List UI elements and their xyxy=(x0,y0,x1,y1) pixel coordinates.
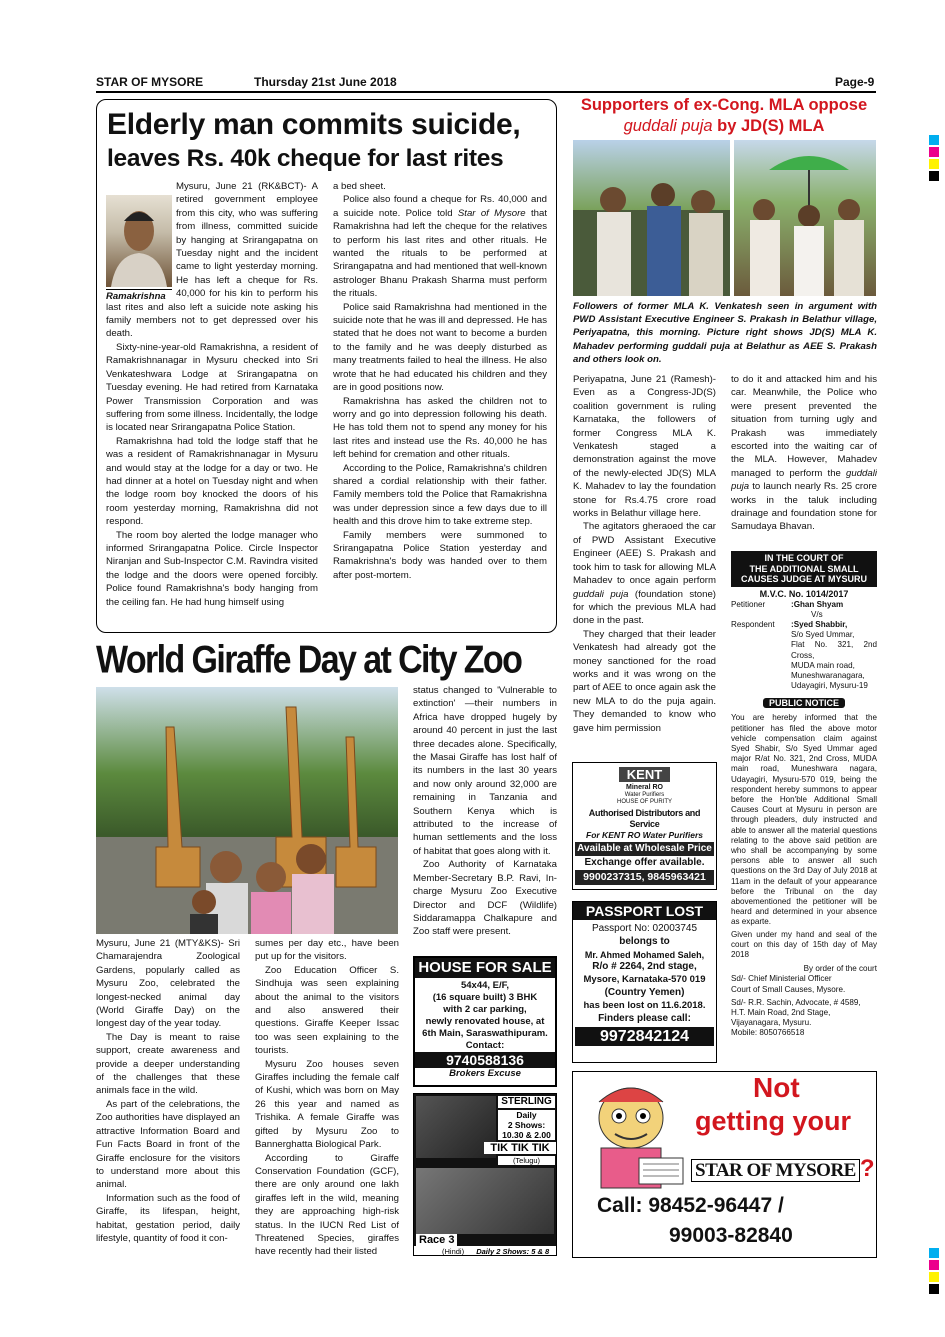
house-contact-label: Contact: xyxy=(465,1040,505,1051)
supporters-para-1: Periyapatna, June 21 (Ramesh)- Even as a Congress-JD(S) coalition government is ruling Karnataka, the followers of former Congress MLA K. Venkatesh staged a demonstration against the move of the newly-elected JD(S) MLA K. Mahadev to lay the foundation stone for Rs.4.75 crore road works in Belathur village here. xyxy=(573,374,716,520)
giraffe-column-1 xyxy=(96,937,240,1287)
giraffe-para-1: Mysuru, June 21 (MTY&KS)- Sri Chamarajendra Zoological Gardens, popularly called as Mysuru Zoo, celebrated the longest-necked animal day (World Giraffe Day) on the longest day of the year today. xyxy=(96,938,240,1030)
suicide-para-6: Police also found a cheque for Rs. 40,000 and a suicide note. Police told Star of Mysore that Ramakrishna had left the cheque for the relatives to perform his last rites and other rituals. He wanted the rituals to be performed at Srirangapatna and had mentioned that well-known astrologer Bhanu Prakash Sharma must perform the rituals. xyxy=(333,194,547,300)
court-title-3: CAUSES JUDGE AT MYSURU xyxy=(740,574,867,584)
movie-poster-2 xyxy=(416,1168,554,1234)
movie-lang-1: (Telugu) xyxy=(498,1156,555,1165)
ramakrishna-caption: Ramakrishna xyxy=(106,289,172,303)
movie-theatre: STERLING xyxy=(498,1096,555,1108)
giraffe-para-9: status changed to 'Vulnerable to extinction' —their numbers in Africa have dropped hugely by around 40 percent in just the last three decades alone. Specifically, the Masai Giraffe has lost half of its numbers in the last 30 years and now only around 32,000 are remaining in Tanzania and Southern Kenya which is attributed to the increase of human settlements and the loss of habitat that goes along with it. xyxy=(413,685,557,857)
kent-sub: Mineral RO xyxy=(626,784,663,791)
passport-title: PASSPORT LOST xyxy=(573,902,716,920)
supporters-photo-left xyxy=(573,140,730,296)
suicide-para-8: Ramakrishna has asked the children not to worry and go into depression following his death. He has told them not to spend any money for his last rites and instead use the Rs. 40,000 he has left behind for cremation and other rituals. xyxy=(333,395,547,461)
passport-phone: 9972842124 xyxy=(575,1027,714,1046)
respondent-line-4: Muneshwaranagara, xyxy=(791,670,865,680)
supporters-para-4: to do it and attacked him and his car. Meanwhile, the Police who were present prevented the situation from turning ugly and Prakash was immediately escorted into the waiting car of the MLA. However, Mahadev managed to perform the guddali puja to launch nearly Rs. 25 crore works in the taluk including drainage and foundation stone for Samudaya Bhavan. xyxy=(731,374,877,533)
respondent-name: :Syed Shabbir, xyxy=(791,619,848,629)
public-notice-body: You are hereby informed that the petitioner has filed the above motor vehicle compensation claim against Syed Shabir, S/o Syed Ummar aged major R/at No. 321, 2nd Cross, MUDA main road, Muneshwara nagara, Udayagiri, Mysuru-570 019, being the respondent hereby summons to appear before the Hon'ble Additional Small Causes Court at Mysuru in person are through pleaders, duly instructed and able to answer all the material questions relating to the above said petition are who shall be accompanying by some persons able to answer all such questions on the 3rd Day of July 2018 at 11am in the default of your appearance before the Tribunal on the day abovementioned the petitioner will be heard and determined in your absence as exparte. xyxy=(731,713,877,927)
supporters-headline-1: Supporters of ex-Cong. MLA oppose xyxy=(580,96,868,114)
suicide-para-2: Sixty-nine-year-old Ramakrishna, a resident of Ramakrishnanagar in Mysuru checked into Sri Venkateshwara Lodge at Srirangapatna on Tuesday evening. He had retired from Karnataka Power Transmission Corporation and was suffering from some illness. Incidentally, the lodge is located near Srirangapatna Police Station. xyxy=(106,341,318,434)
kent-logo: KENT xyxy=(619,767,670,782)
giraffe-para-3: As part of the celebrations, the Zoo authorities have displayed an attractive Information Board and Fun Facts Board in front of the Giraffe enclosure for the visitors to understand more about this animal. xyxy=(96,1098,240,1191)
petitioner-label: Petitioner xyxy=(731,599,766,609)
suicide-para-4: The room boy alerted the lodge manager who informed Srirangapatna Police. Circle Inspector Niranjan and Sub-Inspector C.M. Ravindra visited the lodge and the doors were opened forcibly. Police found Ramakrishna's body hanging from the ceiling fan. He had hung himself using xyxy=(106,529,318,608)
mascot-illustration xyxy=(579,1078,689,1193)
court-order: By order of the court xyxy=(803,964,877,974)
passport-line-6: (Country Yemen) xyxy=(604,986,685,998)
kent-line-1: Authorised Distributors and Service xyxy=(588,808,701,829)
court-title-2: THE ADDITIONAL SMALL xyxy=(749,563,859,574)
subscription-phone-2: 99003-82840 xyxy=(669,1224,793,1247)
supporters-column-2 xyxy=(731,373,877,548)
movie-shows-2: Daily 2 Shows: 5 & 8 xyxy=(476,1247,550,1256)
movie-times: 10.30 & 2.00 xyxy=(502,1130,551,1140)
kent-tag: HOUSE OF PURITY xyxy=(616,799,672,805)
house-line-4: newly renovated house, at xyxy=(425,1016,545,1027)
court-notice xyxy=(731,551,877,1057)
kent-ad xyxy=(572,762,717,890)
advocate-line-2: H.T. Main Road, 2nd Stage, xyxy=(731,1008,831,1018)
giraffe-headline: World Giraffe Day at City Zoo xyxy=(96,638,522,682)
kent-phones: 9900237315, 9845963421 xyxy=(575,870,714,885)
supporters-photo-caption: Followers of former MLA K. Venkatesh seen in argument with PWD Assistant Executive Engineer S. Prakash in Belathur village, Periyapatna, this morning. Picture right shows JD(S) MLA K. Mahadev performing guddali puja at Belathur as AEE S. Prakash and others look on. xyxy=(573,301,877,365)
suicide-column-2 xyxy=(333,180,547,626)
giraffe-para-5: sumes per day etc., have been put up for the visitors. xyxy=(255,938,399,963)
subscription-paper-name xyxy=(691,1155,875,1183)
court-vs: V/s xyxy=(811,609,823,619)
court-given: Given under my hand and seal of the court on this day of 15th day of May 2018 xyxy=(731,929,877,959)
suicide-lead: Mysuru, June 21 (RK&BCT)- A retired government employee from this city, who was suffering from illness, committed suicide by hanging at Srirangapatna on Tuesday night and the incident came to light yesterday morning. He has left a cheque for Rs. 40,000 for his kin to perform his last rites and also left a suicide note asking his family members not to get depressed over his death. xyxy=(106,181,318,340)
giraffe-para-10: Zoo Authority of Karnataka Member-Secretary B.P. Ravi, In-charge Mysuru Zoo Executive Director and DCF (Wildlife) Siddaramappa Chalkapure and Zoo staff were present. xyxy=(413,859,557,938)
movie-lang-2: (Hindi) xyxy=(442,1247,465,1256)
giraffe-column-3 xyxy=(413,684,557,952)
movie-ad xyxy=(413,1093,557,1256)
giraffe-para-8: According to Giraffe Conservation Foundation (GCF), there are only around one lakh giraffes left in the wild, meaning they are approaching high-risk status. In the IUCN Red List of Threatened Species, giraffes have recently had their listed xyxy=(255,1152,399,1258)
movie-title-1: TIK TIK TIK xyxy=(484,1142,556,1154)
respondent-line-2: Flat No. 321, 2nd Cross, xyxy=(791,640,877,660)
house-sale-ad xyxy=(413,956,557,1087)
masthead-paper: STAR OF MYSORE xyxy=(96,75,204,89)
giraffe-para-6: Zoo Education Officer S. Sindhuja was seen explaining about the animal to the visitors and also answered their questions. Giraffe Keeper Issac too was seen explaining to the tourists. xyxy=(255,964,399,1057)
movie-shows: 2 Shows: xyxy=(507,1120,546,1130)
petitioner-name: :Ghan Shyam xyxy=(791,599,844,609)
subscription-getting: getting your xyxy=(695,1106,851,1136)
giraffe-para-7: Mysuru Zoo houses seven Giraffes including the female calf of Kushi, which was born on May 26 this year and named as Trishika. A female Giraffe was gifted by Mysuru Zoo to Bannerghatta Biological Park. xyxy=(255,1058,399,1151)
movie-title-2: Race 3 xyxy=(416,1234,457,1246)
house-line-3: with 2 car parking, xyxy=(443,1004,527,1015)
supporters-column-1 xyxy=(573,373,716,753)
passport-line-4: R/o # 2264, 2nd stage, xyxy=(592,961,697,973)
house-brokers: Brokers Excuse xyxy=(449,1068,521,1079)
supporters-headline-2: guddali puja by JD(S) MLA xyxy=(623,117,825,135)
public-notice-badge: PUBLIC NOTICE xyxy=(763,698,845,708)
giraffe-column-2 xyxy=(255,937,399,1287)
subscription-call: Call: 98452-96447 / xyxy=(597,1194,784,1217)
respondent-line-5: Udayagiri, Mysuru-19 xyxy=(791,681,868,691)
masthead-rule xyxy=(96,91,876,93)
house-phone: 9740588136 xyxy=(415,1052,555,1068)
suicide-column-1 xyxy=(106,180,318,626)
kent-sub-2: Water Purifiers xyxy=(624,792,665,798)
suicide-para-7: Police said Ramakrishna had mentioned in the suicide note that he was ill and depressed. He has stated that he does not want to become a burden to the family and he was deeply disturbed as many treatments failed to heal the illness. He also wrote that he had educated his children and they are in good positions now. xyxy=(333,301,547,394)
giraffe-para-4: Information such as the food of Giraffe, its lifespan, height, habitat, gestation period, daily lifestyle, quantity of food it con- xyxy=(96,1192,240,1244)
passport-line-5: Mysore, Karnataka-570 019 xyxy=(583,974,706,986)
suicide-para-10: Family members were summoned to Srirangapatna Police Station yesterday and Ramakrishna's body was handed over to them after post-mortem. xyxy=(333,529,547,581)
passport-line-1: Passport No: 02003745 xyxy=(591,923,698,934)
movie-daily: Daily xyxy=(516,1110,537,1120)
court-officer: Sd/- Chief Ministerial Officer xyxy=(731,974,832,984)
house-line-2: (16 square built) 3 BHK xyxy=(432,992,538,1003)
passport-line-7: has been lost on 11.6.2018. xyxy=(583,999,706,1011)
suicide-para-3: Ramakrishna had told the lodge staff that he was a resident of Ramakrishnanagar in Mysuru and would stay at the lodge for a day or two. He had dinner at a hotel on Tuesday night and when the lodge room boy knocked the doors of his room yesterday morning, Ramakrishna did not respond. xyxy=(106,435,318,528)
supporters-para-2: The agitators gheraoed the car of PWD Assistant Executive Engineer (AEE) S. Prakash and took him to task for allowing MLA Mahadev to once again perform guddali puja (foundation stone) for which the previous MLA had done in the past. xyxy=(573,521,716,627)
subscription-question: ? xyxy=(859,1155,875,1182)
giraffe-photo xyxy=(96,687,398,934)
subscription-not: Not xyxy=(753,1072,800,1103)
passport-line-2: belongs to xyxy=(619,935,670,947)
passport-line-3: Mr. Ahmed Mohamed Saleh, xyxy=(584,949,705,960)
court-case-number: M.V.C. No. 1014/2017 xyxy=(759,588,849,599)
passport-line-8: Finders please call: xyxy=(598,1012,691,1024)
supporters-para-3: They charged that their leader Venkatesh had already got the money sanctioned for the road works and it was wrong on the part of AEE to once again ask the new MLA to do the puja again. They demanded to know who gave him permission xyxy=(573,628,716,734)
house-line-1: 54x44, E/F, xyxy=(460,980,510,991)
court-name: Court of Small Causes, Mysore. xyxy=(731,984,846,994)
masthead-page: Page-9 xyxy=(835,75,875,89)
house-title: HOUSE FOR SALE xyxy=(415,958,555,978)
respondent-line-1: S/o Syed Ummar, xyxy=(791,630,855,640)
kent-line-4: Exchange offer available. xyxy=(584,857,705,868)
respondent-label: Respondent xyxy=(731,619,775,629)
subscription-name: STAR OF MYSORE xyxy=(691,1159,860,1182)
giraffe-para-2: The Day is meant to raise support, create awareness and provide a deeper understanding of the challenges that these animals face in the wild. xyxy=(96,1031,240,1097)
subscription-ad xyxy=(572,1071,877,1258)
advocate-line-3: Vijayanagara, Mysuru. xyxy=(731,1018,812,1028)
masthead-date: Thursday 21st June 2018 xyxy=(254,75,397,89)
kent-line-2: For KENT RO Water Purifiers xyxy=(586,830,703,840)
court-title-1: IN THE COURT OF xyxy=(764,553,844,563)
advocate-line-4: Mobile: 8050766518 xyxy=(731,1028,805,1038)
supporters-photo-right xyxy=(734,140,876,296)
suicide-headline-1: Elderly man commits suicide, xyxy=(107,108,521,141)
registration-marks-top xyxy=(929,135,939,183)
advocate-line-1: Sd/- R.R. Sachin, Advocate, # 4589, xyxy=(731,997,861,1007)
respondent-line-3: MUDA main road, xyxy=(791,660,855,670)
kent-line-3: Available at Wholesale Price xyxy=(575,842,714,856)
registration-marks-bottom xyxy=(929,1248,939,1296)
suicide-para-9: According to the Police, Ramakrishna's children shared a cordial relationship with their father. Family members told the Police that Ramakrishna was under depression since a few days due to ill health and this drove him to take extreme step. xyxy=(333,462,547,528)
suicide-para-5: a bed sheet. xyxy=(333,181,386,192)
house-line-5: 6th Main, Saraswathipuram. xyxy=(422,1028,548,1039)
passport-ad xyxy=(572,901,717,1063)
suicide-headline-2: leaves Rs. 40k cheque for last rites xyxy=(107,145,504,172)
